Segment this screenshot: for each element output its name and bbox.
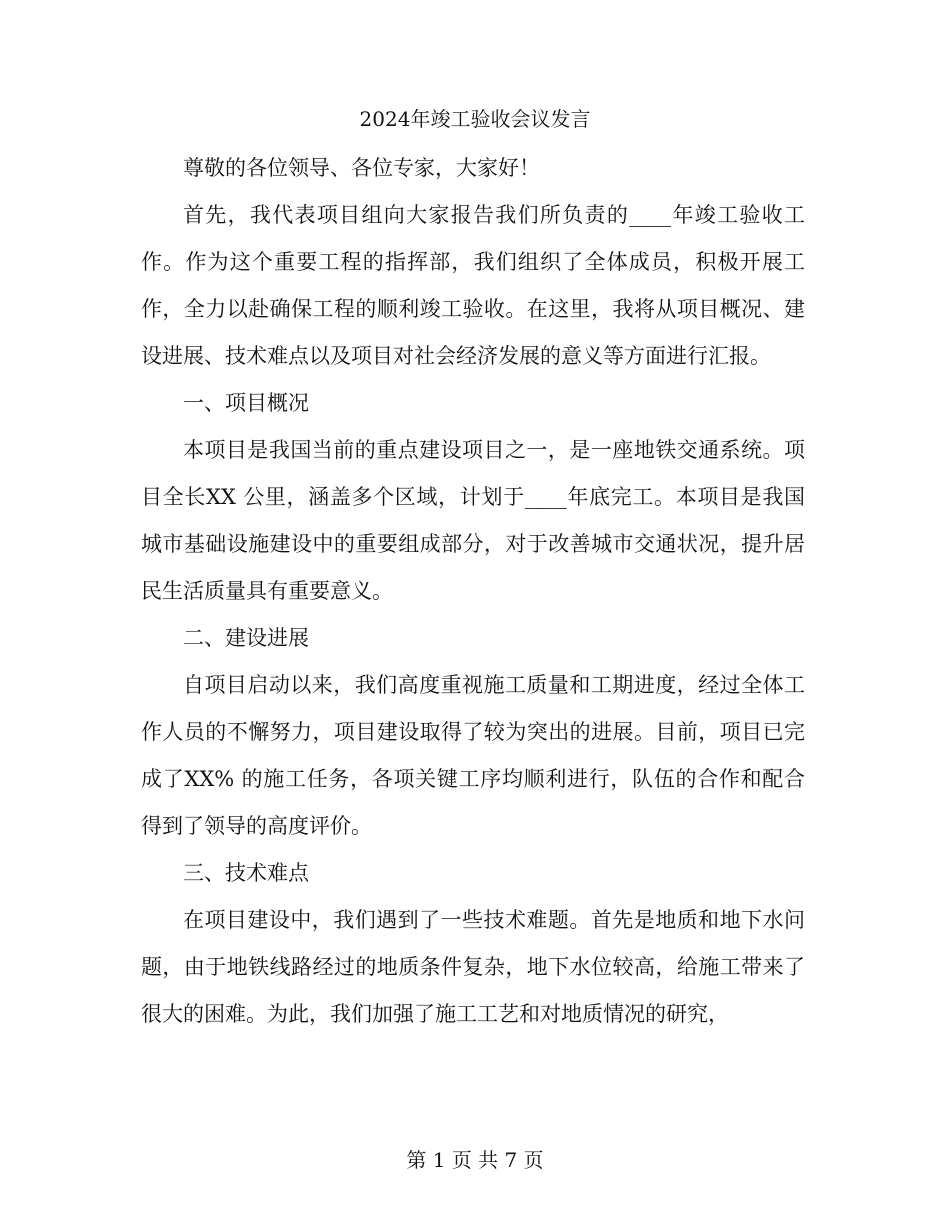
heading-construction-progress: 二、建设进展 xyxy=(183,626,309,650)
paragraph-technical-difficulties: 在项目建设中，我们遇到了一些技术难题。首先是地质和地下水问题，由于地铁线路经过的地质条件复杂，地下水位较高，给施工带来了很大的困难。为此，我们加强了施工工艺和对地质情况的研究， xyxy=(141,908,805,1026)
paragraph-greeting: 尊敬的各位领导、各位专家，大家好！ xyxy=(183,156,540,180)
page-number-footer: 第 1 页 共 7 页 xyxy=(406,1148,544,1172)
heading-project-overview: 一、项目概况 xyxy=(183,391,309,415)
heading-technical-difficulties: 三、技术难点 xyxy=(183,861,309,885)
document-body xyxy=(141,145,805,1038)
paragraph-construction-progress: 自项目启动以来，我们高度重视施工质量和工期进度，经过全体工作人员的不懈努力，项目建设取得了较为突出的进展。目前，项目已完成了XX% 的施工任务，各项关键工序均顺利进行，队伍的合作和配合得到了领导的高度评价。 xyxy=(141,673,805,838)
paragraph-intro: 首先，我代表项目组向大家报告我们所负责的____年竣工验收工作。作为这个重要工程的指挥部，我们组织了全体成员，积极开展工作，全力以赴确保工程的顺利竣工验收。在这里，我将从项目概况、建设进展、技术难点以及项目对社会经济发展的意义等方面进行汇报。 xyxy=(141,203,805,368)
document-title: 2024年竣工验收会议发言 xyxy=(359,107,591,131)
paragraph-project-overview: 本项目是我国当前的重点建设项目之一，是一座地铁交通系统。项目全长XX 公里，涵盖多个区域，计划于____年底完工。本项目是我国城市基础设施建设中的重要组成部分，对于改善城市交通状况，提升居民生活质量具有重要意义。 xyxy=(141,438,805,603)
